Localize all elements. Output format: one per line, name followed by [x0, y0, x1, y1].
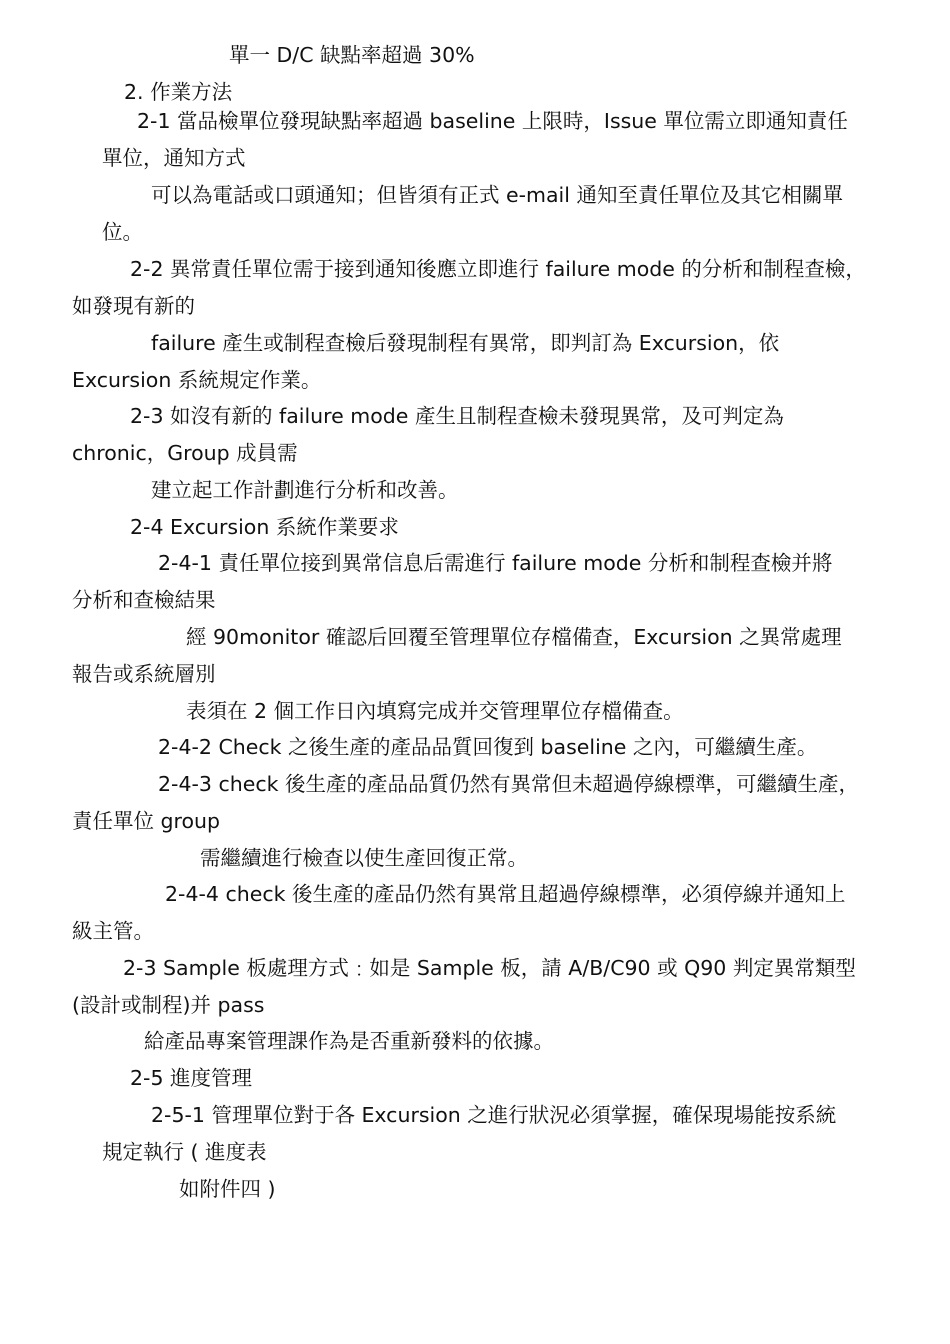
- text-line: Excursion 系統規定作業。: [72, 368, 322, 392]
- text-line: 如附件四 ): [179, 1177, 276, 1201]
- text-line: 如發現有新的: [72, 294, 195, 318]
- text-line: 2-1 當品檢單位發現缺點率超過 baseline 上限時，Issue 單位需立即通知責任: [137, 109, 848, 133]
- text-line: 2-4-2 Check 之後生產的產品品質回復到 baseline 之內，可繼續生產。: [158, 735, 818, 759]
- text-line: 規定執行 ( 進度表: [102, 1140, 267, 1164]
- section-heading: 2-5 進度管理: [130, 1066, 252, 1090]
- text-line: 2-2 異常責任單位需于接到通知後應立即進行 failure mode 的分析和制程查檢，: [130, 257, 866, 281]
- text-line: 單位，通知方式: [102, 146, 246, 170]
- text-line: 2-4-4 check 後生產的產品仍然有異常且超過停線標準，必須停線并通知上: [165, 882, 846, 906]
- text-line: chronic，Group 成員需: [72, 441, 298, 465]
- text-line: 建立起工作計劃進行分析和改善。: [151, 478, 459, 502]
- text-line: 責任單位 group: [72, 809, 221, 833]
- text-line: (設計或制程)并 pass: [72, 993, 265, 1017]
- section-heading: 2-4 Excursion 系統作業要求: [130, 515, 399, 539]
- text-line: 2-3 Sample 板處理方式﹕如是 Sample 板，請 A/B/C90 或 Q90 判定異常類型: [123, 956, 856, 980]
- text-line: 單一 D/C 缺點率超過 30%: [229, 43, 475, 67]
- text-line: 位。: [102, 220, 143, 244]
- text-line: 分析和查檢結果: [72, 588, 216, 612]
- text-line: 報告或系統層別: [72, 662, 216, 686]
- text-line: failure 產生或制程查檢后發現制程有異常，即判訂為 Excursion，依: [151, 331, 780, 355]
- text-line: 給產品專案管理課作為是否重新發料的依據。: [144, 1029, 554, 1053]
- text-line: 2-4-3 check 後生產的產品品質仍然有異常但未超過停線標準，可繼續生產，: [158, 772, 859, 796]
- text-line: 2-5-1 管理單位對于各 Excursion 之進行狀況必須掌握，確保現場能按系統: [151, 1103, 837, 1127]
- text-line: 級主管。: [72, 919, 154, 943]
- text-line: 經 90monitor 確認后回覆至管理單位存檔備查，Excursion 之異常處理: [186, 625, 842, 649]
- text-line: 表須在 2 個工作日內填寫完成并交管理單位存檔備查。: [186, 699, 684, 723]
- section-heading: 2. 作業方法: [124, 80, 233, 104]
- text-line: 需繼續進行檢查以使生產回復正常。: [200, 846, 528, 870]
- text-line: 2-3 如沒有新的 failure mode 產生且制程查檢未發現異常，及可判定為: [130, 404, 784, 428]
- text-line: 2-4-1 責任單位接到異常信息后需進行 failure mode 分析和制程查檢并將: [158, 551, 833, 575]
- text-line: 可以為電話或口頭通知；但皆須有正式 e-mail 通知至責任單位及其它相關單: [151, 183, 843, 207]
